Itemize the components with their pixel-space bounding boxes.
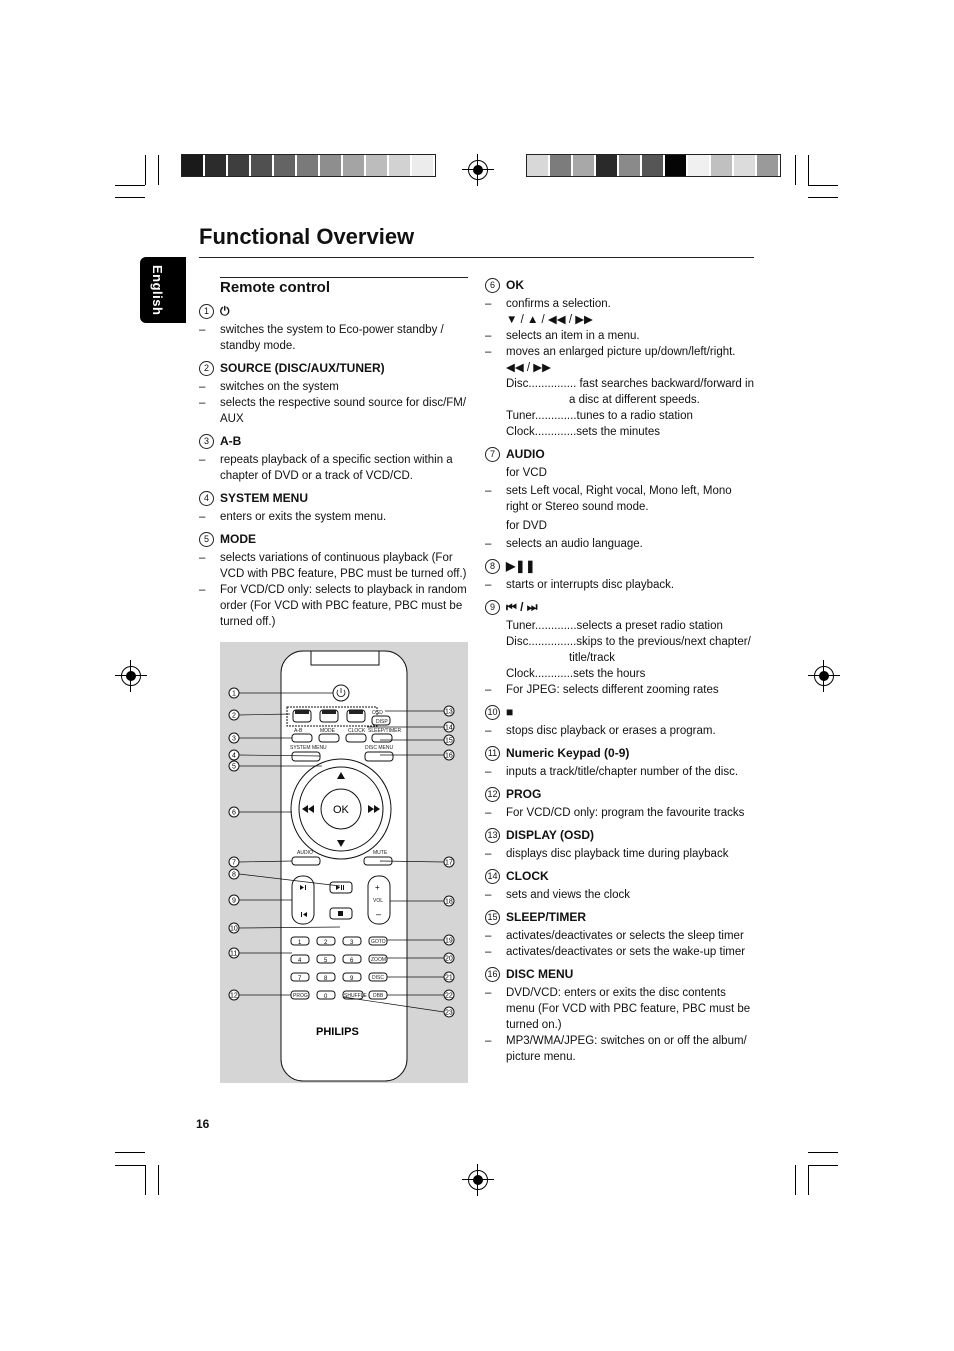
dash-bullet: – [199,552,206,564]
item-description [199,550,469,582]
item-description [485,928,755,944]
right-column [485,277,755,1071]
item-heading: Numeric Keypad (0-9) [506,746,630,760]
description-text: stops disc playback or erases a program. [506,725,716,737]
callout-number: 4 [232,752,236,760]
crop-mark [145,155,146,185]
callout-number: 3 [232,735,236,743]
gray-swatch [320,155,343,176]
gray-swatch [389,155,412,176]
feature-item [485,745,755,780]
volume-down-icon: – [376,909,382,919]
prog-label: PROG [293,993,308,999]
item-heading: ⏻ [220,304,230,318]
item-detail: title/track [569,652,616,664]
item-description [485,328,755,344]
callout-number: 22 [445,992,453,1000]
dash-bullet: – [485,725,492,737]
key-1-label: 1 [298,940,302,946]
item-number: 7 [485,447,500,462]
dash-bullet: – [199,511,206,523]
mode-button [319,734,339,742]
feature-item [485,786,755,821]
key-6-label: 6 [350,958,354,964]
dash-bullet: – [199,397,206,409]
crop-mark [115,1152,145,1153]
crop-mark [158,1165,159,1195]
language-tab [140,257,186,323]
feature-item [485,868,755,903]
skip-buttons [292,876,314,924]
callout-number: 1 [232,690,236,698]
item-heading: CLOCK [506,869,549,883]
description-text: selects an item in a menu. [506,330,640,342]
goto-label: GOTO [371,939,386,945]
item-heading: ⏮ / ⏭ [506,600,538,614]
dash-bullet: – [199,454,206,466]
item-heading: PROG [506,787,542,801]
item-description [485,682,755,698]
description-text: starts or interrupts disc playback. [506,579,675,591]
page-number: 16 [196,1117,210,1131]
ok-label: OK [333,804,349,816]
key-7-label: 7 [298,976,302,982]
description-text: DVD/VCD: enters or exits the disc contents menu (For VCD with PBC feature, PBC must be turned on.) [506,987,751,1031]
item-description [485,846,755,862]
gray-swatch [274,155,297,176]
item-heading: OK [506,278,524,292]
feature-item [199,433,469,484]
ir-window [311,651,379,665]
callout-number: 16 [445,752,453,760]
feature-item [199,360,469,427]
gray-swatch [734,155,757,176]
dash-bullet: – [199,324,206,336]
dash-bullet: – [485,807,492,819]
callout-number: 17 [445,859,453,867]
feature-item [485,827,755,862]
gray-swatch [665,155,688,176]
item-detail: Tuner.............tunes to a radio station [506,410,693,422]
gray-swatch [366,155,389,176]
remote-illustration-panel [220,642,468,1083]
gray-swatch [711,155,734,176]
callout-number: 2 [232,712,236,720]
key-5-label: 5 [324,958,328,964]
key-3-label: 3 [350,940,354,946]
item-description [199,582,469,630]
dash-bullet: – [485,538,492,550]
callout-number: 21 [445,974,453,982]
sleep-button [372,734,392,742]
disc-menu-label: DISC MENU [365,745,394,751]
dash-bullet: – [485,930,492,942]
description-text: selects variations of continuous playback (For VCD with PBC feature, PBC must be turned off.) [220,552,467,580]
section-divider [220,277,468,278]
item-description [485,344,755,360]
item-number: 6 [485,278,500,293]
format-note: for VCD [506,467,547,479]
dash-bullet: – [485,766,492,778]
description-text: activates/deactivates or sets the wake-up timer [506,946,746,958]
callout-number: 6 [232,809,236,817]
registration-mark-icon [468,160,488,180]
section-title: Remote control [220,279,331,296]
crop-mark [795,155,796,185]
crop-mark [115,185,145,186]
description-text: For VCD/CD only: selects to playback in random order (For VCD with PBC feature, PBC must be turned off.) [220,584,467,628]
key-9-label: 9 [350,976,354,982]
key-0-label: 0 [324,994,328,1000]
callout-number: 20 [445,955,453,963]
disc-label: DISC [372,975,384,981]
item-detail: Tuner.............selects a preset radio station [506,620,723,632]
item-number: 4 [199,491,214,506]
description-text: For JPEG: selects different zooming rates [506,684,719,696]
gray-swatch [596,155,619,176]
dash-bullet: – [485,889,492,901]
item-number: 5 [199,532,214,547]
crop-mark [808,1165,809,1195]
audio-button [292,857,320,865]
gray-swatch [573,155,596,176]
mute-label: MUTE [373,850,388,856]
crop-mark [808,197,838,198]
feature-item [485,909,755,960]
callout-number: 9 [232,897,236,905]
item-number: 15 [485,910,500,925]
item-detail: Disc...............skips to the previous/next chapter/ [506,636,751,648]
gray-swatch [550,155,573,176]
callout-number: 10 [230,925,238,933]
item-description [485,887,755,903]
callout-number: 18 [445,898,453,906]
dash-bullet: – [485,485,492,497]
stop-icon [338,911,343,916]
gray-swatch [412,155,435,176]
crop-mark [808,1165,838,1166]
gray-swatch [205,155,228,176]
item-number: 16 [485,967,500,982]
dash-bullet: – [485,346,492,358]
crop-mark [808,155,809,185]
gray-swatch [619,155,642,176]
item-detail: ◀◀ / ▶▶ [506,362,551,374]
description-text: sets Left vocal, Right vocal, Mono left, Mono right or Stereo sound mode. [506,485,732,513]
description-text: switches on the system [220,381,339,393]
description-text: selects the respective sound source for disc/FM/ AUX [220,397,467,425]
callout-number: 15 [445,737,453,745]
crop-mark [115,1165,145,1166]
feature-item [199,490,469,525]
page-title: Functional Overview [199,224,415,249]
item-description [199,379,469,395]
dash-bullet: – [485,946,492,958]
ab-label: A-B [294,728,303,734]
item-description [199,509,469,525]
osd-label: OSD [372,710,383,716]
feature-item [485,277,755,440]
item-detail: a disc at different speeds. [569,394,700,406]
callout-number: 13 [445,708,453,716]
shuffle-label: SHUFFLE [344,993,367,999]
dash-bullet: – [485,579,492,591]
item-heading: SLEEP/TIMER [506,910,587,924]
volume-up-icon: + [375,883,380,892]
callout-number: 8 [232,871,236,879]
sleep-label: SLEEP/TIMER [368,728,402,734]
left-column [199,303,469,636]
key-4-label: 4 [298,958,302,964]
item-detail: Clock.............sets the minutes [506,426,661,438]
registration-mark-icon [468,1170,488,1190]
item-number: 12 [485,787,500,802]
description-text: For VCD/CD only: program the favourite tracks [506,807,745,819]
gray-swatch [343,155,366,176]
feature-item [485,599,755,698]
item-heading: DISC MENU [506,967,574,981]
gray-swatch [182,155,205,176]
item-number: 14 [485,869,500,884]
disc-menu-button [365,752,393,761]
description-text: activates/deactivates or selects the sleep timer [506,930,744,942]
disp-label: DISP [376,719,388,725]
item-description [485,805,755,821]
feature-item [485,966,755,1065]
item-heading: SOURCE (DISC/AUX/TUNER) [220,361,385,375]
item-description [485,1033,755,1065]
mode-label: MODE [320,728,335,734]
registration-mark-icon [814,666,834,686]
item-description [199,452,469,484]
title-divider [199,257,754,258]
description-text: confirms a selection. [506,298,611,310]
item-number: 8 [485,559,500,574]
color-bar-right [526,154,781,177]
item-description [485,296,755,312]
gray-swatch [757,155,780,176]
system-menu-label: SYSTEM MENU [290,745,327,751]
crop-mark [808,1152,838,1153]
item-number: 3 [199,434,214,449]
key-2-label: 2 [324,940,328,946]
item-heading: SYSTEM MENU [220,491,309,505]
feature-item [199,303,469,354]
crop-mark [115,197,145,198]
gray-swatch [228,155,251,176]
item-description [485,577,755,593]
description-text: MP3/WMA/JPEG: switches on or off the album/ picture menu. [506,1035,747,1063]
item-number: 13 [485,828,500,843]
item-heading: MODE [220,532,256,546]
description-text: repeats playback of a specific section within a chapter of DVD or a track of VCD/CD. [220,454,453,482]
gray-swatch [642,155,665,176]
audio-label: AUDIO [297,850,313,856]
crop-mark [158,155,159,185]
feature-item [485,558,755,593]
dash-bullet: – [485,330,492,342]
description-text: switches the system to Eco-power standby / standby mode. [220,324,444,352]
clock-label: CLOCK [348,728,366,734]
description-text: inputs a track/title/chapter number of the disc. [506,766,739,778]
item-heading: ▶❚❚ [506,559,536,573]
dbb-label: DBB [373,993,384,999]
item-description [485,944,755,960]
item-number: 11 [485,746,500,761]
item-heading: A-B [220,434,242,448]
item-detail: Disc............... fast searches backward/forward in [506,378,754,390]
dash-bullet: – [485,987,492,999]
item-description [485,723,755,739]
gray-swatch [297,155,320,176]
description-text: enters or exits the system menu. [220,511,387,523]
item-description [485,764,755,780]
dash-bullet: – [199,381,206,393]
dash-bullet: – [485,298,492,310]
system-menu-button [292,752,320,761]
feature-item [485,704,755,739]
item-number: 10 [485,705,500,720]
feature-item [199,531,469,630]
callout-number: 12 [230,992,238,1000]
crop-mark [145,1165,146,1195]
clock-button [346,734,366,742]
remote-control-diagram [220,642,468,1083]
item-detail: Clock............sets the hours [506,668,646,680]
dash-bullet: – [485,848,492,860]
item-detail: ▼ / ▲ / ◀◀ / ▶▶ [506,314,593,326]
item-number: 1 [199,304,214,319]
callout-number: 7 [232,859,236,867]
vol-label: VOL [373,898,384,904]
gray-swatch [527,155,550,176]
item-description [199,322,469,354]
description-text: moves an enlarged picture up/down/left/right. [506,346,736,358]
gray-swatch [688,155,711,176]
item-number: 2 [199,361,214,376]
description-text: sets and views the clock [506,889,631,901]
zoom-label: ZOOM [371,957,386,963]
item-heading: DISPLAY (OSD) [506,828,595,842]
item-heading: ■ [506,705,514,719]
language-tab-label: English [150,265,165,316]
format-note: for DVD [506,520,547,532]
item-description [199,395,469,427]
feature-item [485,446,755,552]
dash-bullet: – [199,584,206,596]
callout-number: 23 [445,1009,453,1017]
description-text: displays disc playback time during playback [506,848,729,860]
item-heading: AUDIO [506,447,545,461]
crop-mark [808,185,838,186]
gray-swatch [251,155,274,176]
registration-mark-icon [121,666,141,686]
ab-button [292,734,312,742]
callout-number: 5 [232,763,236,771]
item-description [485,536,755,552]
color-bar-left [181,154,436,177]
brand-logo: PHILIPS [316,1026,359,1038]
callout-number: 19 [445,937,453,945]
crop-mark [795,1165,796,1195]
key-8-label: 8 [324,976,328,982]
item-description [485,985,755,1033]
item-description [485,483,755,515]
callout-number: 11 [230,950,238,958]
dash-bullet: – [485,684,492,696]
description-text: selects an audio language. [506,538,643,550]
callout-number: 14 [445,724,453,732]
dash-bullet: – [485,1035,492,1047]
item-number: 9 [485,600,500,615]
